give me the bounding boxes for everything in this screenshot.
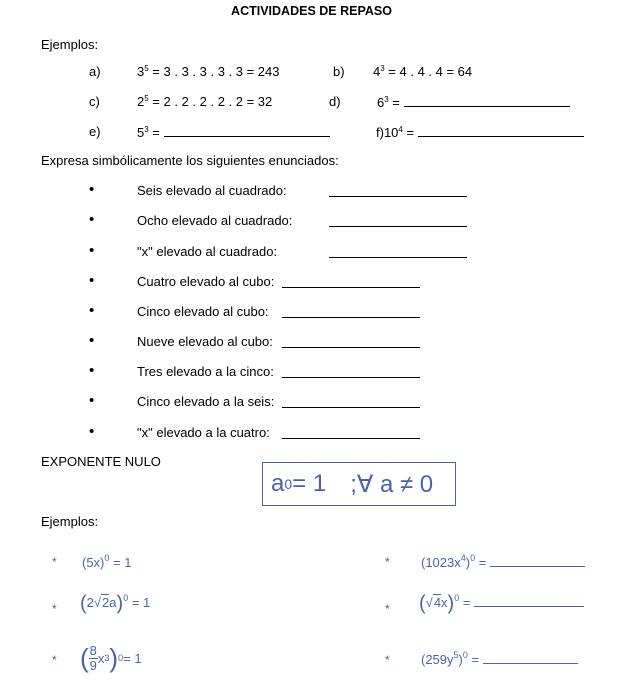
answer-line[interactable]: [282, 395, 420, 408]
example-c-letter: c): [89, 94, 100, 109]
bullet-icon: •: [89, 181, 95, 198]
bullet-item: Nueve elevado al cubo:: [137, 334, 273, 349]
example-d-letter: d): [329, 94, 341, 109]
answer-line[interactable]: [329, 214, 467, 227]
answer-line-f[interactable]: [418, 124, 584, 137]
answer-line-d[interactable]: [404, 94, 570, 107]
bullet-icon: •: [89, 242, 95, 259]
nulo-example-3: $(2√2a)^0 = 1$: [80, 592, 151, 615]
bullet-icon: •: [89, 362, 95, 379]
example-a: $3^5 = 3$ . 3 . 3 . 3 . 3 = 243: [137, 64, 280, 79]
ejemplos-heading: Ejemplos:: [41, 37, 99, 52]
example-c: $2^5 = 2$ . 2 . 2 . 2 . 2 = 32: [137, 94, 273, 109]
bullet-item: "x" elevado a la cuatro:: [137, 425, 270, 440]
star-icon: *: [385, 555, 390, 569]
bullet-icon: •: [89, 392, 95, 409]
example-a-letter: a): [89, 64, 101, 79]
expresa-heading: Expresa simbólicamente los siguientes enunciados:: [41, 153, 339, 168]
bullet-item: "x" elevado al cuadrado:: [137, 244, 278, 259]
bullet-item: Cinco elevado a la seis:: [137, 394, 275, 409]
example-b: $4^3 = 4$ . 4 . 4 = 64: [373, 64, 473, 79]
ejemplos-heading-2: Ejemplos:: [41, 514, 99, 529]
example-e-letter: e): [89, 124, 101, 139]
bullet-item: Tres elevado a la cinco:: [137, 364, 274, 379]
bullet-icon: •: [89, 211, 95, 228]
bullet-item: Seis elevado al cuadrado:: [137, 183, 287, 198]
example-b-letter: b): [333, 64, 345, 79]
nulo-example-1: $(5x)^0 = 1$: [82, 553, 132, 570]
bullet-icon: •: [89, 302, 95, 319]
nulo-example-5: ( $\frac{8}{9}$ x 3 ) 0 = 1: [80, 642, 142, 673]
answer-line[interactable]: [282, 275, 420, 288]
zero-exponent-formula: a 0 = 1 ;∀ a ≠ 0: [262, 462, 456, 506]
exponente-nulo-heading: EXPONENTE NULO: [41, 454, 161, 469]
star-icon: *: [52, 602, 57, 616]
nulo-example-2: $(1023x^4)^0$ =: [421, 555, 585, 570]
answer-line[interactable]: [329, 184, 467, 197]
bullet-item: Cuatro elevado al cubo:: [137, 274, 275, 289]
answer-line-e[interactable]: [164, 124, 330, 137]
bullet-icon: •: [89, 272, 95, 289]
star-icon: *: [52, 653, 57, 667]
nulo-example-4: $(√4x)^0$ =: [419, 594, 584, 610]
nulo-example-6: $(259y^5)^0$ =: [421, 652, 578, 667]
bullet-item: Ocho elevado al cuadrado:: [137, 213, 293, 228]
answer-line[interactable]: [483, 652, 578, 664]
example-f: $f)10^4$ =: [376, 124, 584, 140]
answer-line[interactable]: [490, 555, 585, 567]
answer-line[interactable]: [282, 365, 420, 378]
bullet-icon: •: [89, 423, 95, 440]
bullet-item: Cinco elevado al cubo:: [137, 304, 269, 319]
answer-line[interactable]: [282, 426, 420, 439]
bullet-icon: •: [89, 332, 95, 349]
star-icon: *: [385, 653, 390, 667]
page-title: ACTIVIDADES DE REPASO: [231, 4, 392, 18]
answer-line[interactable]: [329, 245, 467, 258]
answer-line[interactable]: [282, 305, 420, 318]
example-e: $5^3$ =: [137, 124, 330, 140]
answer-line[interactable]: [474, 595, 584, 607]
star-icon: *: [52, 555, 57, 569]
example-d: $6^3$ =: [377, 94, 570, 110]
answer-line[interactable]: [282, 335, 420, 348]
star-icon: *: [385, 602, 390, 616]
